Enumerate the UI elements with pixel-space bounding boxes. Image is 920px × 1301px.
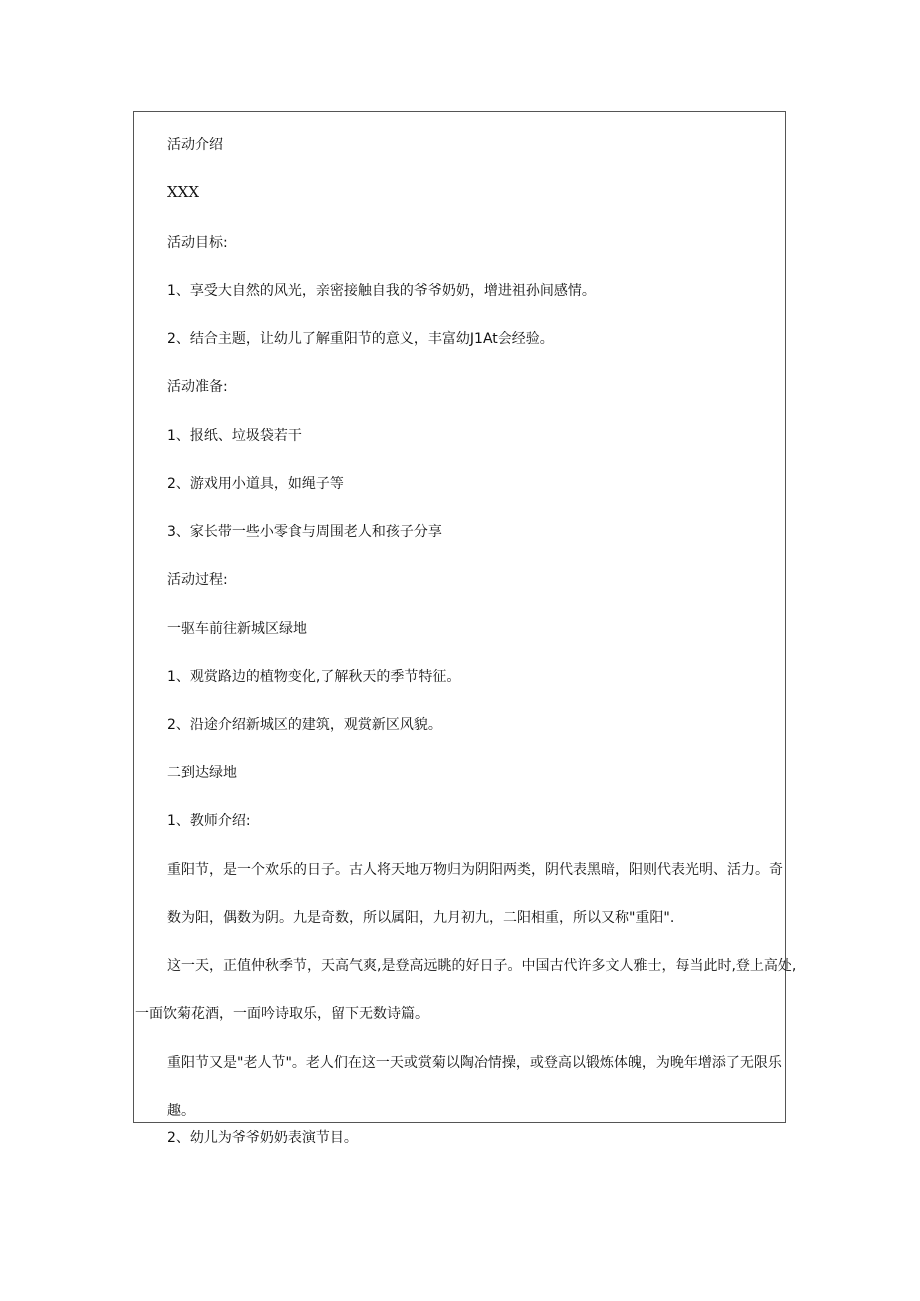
section-title-preparation: 活动准备: (167, 379, 228, 395)
process-step-2-item-2: 2、幼儿为爷爷奶奶表演节目。 (167, 1130, 358, 1146)
goal-item-1: 1、享受大自然的风光，亲密接触自我的爷爷奶奶，增进祖孙间感情。 (167, 283, 596, 299)
paragraph-2-line-1: 这一天，正值仲秋季节，天高气爽,是登高远眺的好日子。中国古代许多文人雅士，每当此时,登上高处, (167, 958, 797, 974)
preparation-item-3: 3、家长带一些小零食与周围老人和孩子分享 (167, 524, 442, 540)
intro-text: XXX (167, 183, 200, 201)
process-step-2-title: 二到达绿地 (167, 765, 237, 781)
section-title-goals: 活动目标: (167, 235, 228, 251)
process-step-1-item-2: 2、沿途介绍新城区的建筑，观赏新区风貌。 (167, 717, 442, 733)
preparation-item-1: 1、报纸、垃圾袋若干 (167, 428, 302, 444)
paragraph-1-line-2: 数为阳，偶数为阴。九是奇数，所以属阳，九月初九，二阳相重，所以又称"重阳". (167, 910, 675, 926)
paragraph-2-line-2: 一面饮菊花酒，一面吟诗取乐，留下无数诗篇。 (135, 1006, 429, 1022)
preparation-item-2: 2、游戏用小道具，如绳子等 (167, 476, 344, 492)
paragraph-1-line-1: 重阳节，是一个欢乐的日子。古人将天地万物归为阴阳两类，阴代表黑暗，阳则代表光明、活力。奇 (167, 862, 783, 878)
section-title-intro: 活动介绍 (167, 137, 223, 153)
paragraph-3-line-2: 趣。 (167, 1103, 195, 1119)
goal-item-2: 2、结合主题，让幼儿了解重阳节的意义，丰富幼J1At会经验。 (167, 331, 554, 347)
process-step-2-item-1: 1、教师介绍: (167, 813, 251, 829)
section-title-process: 活动过程: (167, 572, 228, 588)
process-step-1-item-1: 1、观赏路边的植物变化,了解秋天的季节特征。 (167, 669, 461, 685)
paragraph-3-line-1: 重阳节又是"老人节"。老人们在这一天或赏菊以陶冶情操，或登高以锻炼体魄，为晚年增添了无限乐 (167, 1055, 782, 1071)
process-step-1-title: 一驱车前往新城区绿地 (167, 621, 307, 637)
